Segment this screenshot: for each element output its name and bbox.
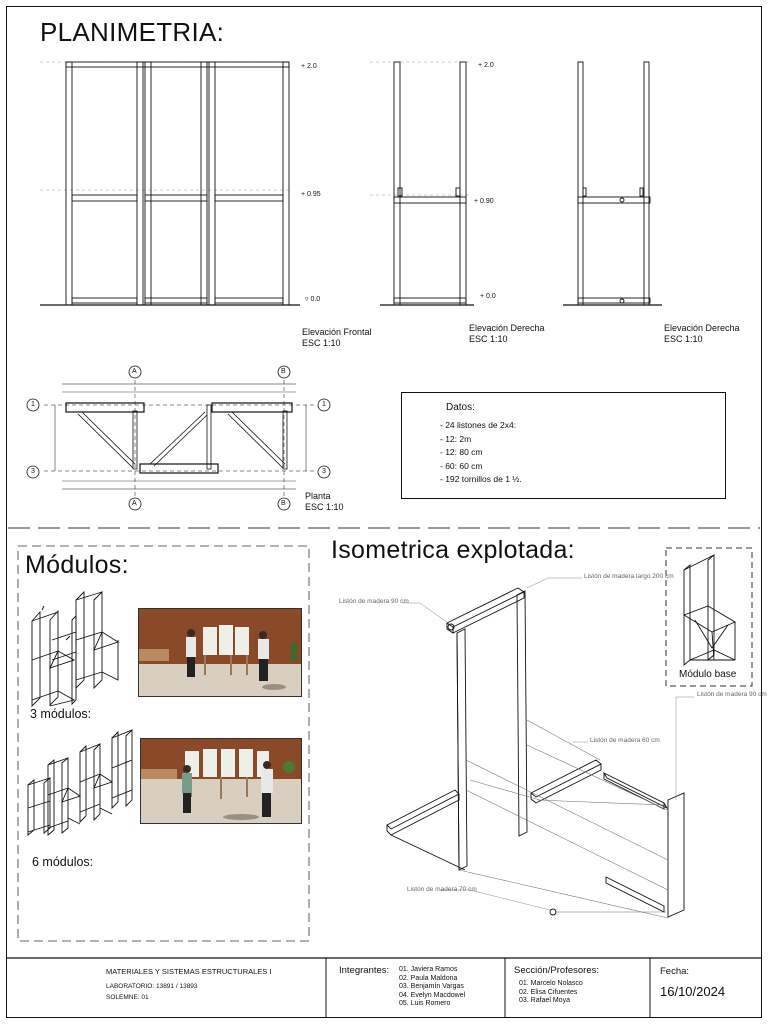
- callout-label: Listón de madera 90 cm: [339, 598, 409, 605]
- list-item: 05. Luis Romero: [399, 1000, 451, 1007]
- list-item: 04. Evelyn Macdowel: [399, 991, 466, 999]
- list-item: - 12: 80 cm: [440, 447, 483, 457]
- level-label: + 0.0: [480, 293, 496, 300]
- list-item: 02. Paula Maldona: [399, 974, 458, 982]
- axis-label-3: 3: [31, 468, 35, 475]
- three-modules-drawing: [32, 592, 118, 706]
- datos-list: [440, 419, 522, 487]
- axis-label-3: 3: [322, 468, 326, 475]
- datos-box: [401, 392, 726, 499]
- level-label: ▿ 0.0: [305, 296, 321, 303]
- list-item: 01. Marcelo Nolasco: [519, 980, 583, 987]
- solemne-number: SOLEMNE: 01: [106, 994, 149, 1001]
- level-label: + 0.90: [474, 198, 494, 205]
- integrantes-label: Integrantes:: [339, 965, 390, 976]
- list-item: - 12: 2m: [440, 433, 472, 444]
- axis-label-a: A: [132, 500, 137, 507]
- exploded-isometric: [387, 578, 694, 918]
- caption-planta: Planta ESC 1:10: [305, 491, 344, 512]
- axis-label-1: 1: [31, 401, 35, 408]
- profesores-list: [519, 980, 583, 1006]
- plan-view: [27, 366, 330, 510]
- list-item: - 60: 60 cm: [440, 460, 483, 471]
- axis-label-b: B: [281, 368, 286, 375]
- level-label: + 2.0: [301, 63, 317, 70]
- level-label: + 2.0: [478, 62, 494, 69]
- footer-integrantes-block: [339, 958, 505, 1018]
- seccion-label: Sección/Profesores:: [514, 965, 600, 976]
- six-modules-label: 6 módulos:: [32, 855, 94, 869]
- footer-course-block: [106, 958, 326, 1018]
- caption-elevacion-derecha-1: Elevación Derecha ESC 1:10: [469, 323, 545, 344]
- axis-label-b: B: [281, 500, 286, 507]
- planimetria-title: PLANIMETRIA:: [40, 17, 225, 47]
- axis-label-a: A: [132, 368, 137, 375]
- caption-elevacion-frontal: Elevación Frontal ESC 1:10: [302, 327, 372, 348]
- axis-label-1: 1: [322, 401, 326, 408]
- lab-code: LABORATORIO: 13891 / 13893: [106, 983, 198, 990]
- callout-label: Listón de madera 60 cm: [590, 737, 660, 744]
- list-item: 02. Elisa Cifuentes: [519, 988, 578, 996]
- datos-title: Datos:: [446, 402, 475, 413]
- elevation-frontal: [40, 62, 300, 305]
- render-photo-three-modules: [138, 608, 302, 697]
- integrantes-list: [399, 966, 465, 1009]
- modulo-base-label: Módulo base: [679, 669, 737, 680]
- render-photo-six-modules: [140, 738, 302, 824]
- callout-label: Listón de madera largo 200 cm: [584, 573, 674, 580]
- callout-label: Listón de madera 70 cm: [407, 886, 477, 893]
- isometrica-title: Isometrica explotada:: [331, 536, 575, 564]
- course-name: MATERIALES Y SISTEMAS ESTRUCTURALES I: [106, 967, 272, 976]
- render-scene: [141, 739, 301, 823]
- six-modules-drawing: [28, 730, 132, 835]
- list-item: - 192 tornillos de 1 ½.: [440, 474, 522, 484]
- elevation-right-1: [370, 62, 474, 305]
- modulos-title: Módulos:: [25, 551, 129, 579]
- list-item: - 24 listones de 2x4:: [440, 420, 517, 430]
- modulo-base-frame-dashed: [666, 548, 752, 686]
- render-scene: [139, 609, 301, 696]
- fecha-value: 16/10/2024: [660, 984, 726, 999]
- caption-elevacion-derecha-2: Elevación Derecha ESC 1:10: [664, 323, 740, 344]
- three-modules-label: 3 módulos:: [30, 707, 92, 721]
- footer-fecha-block: [660, 958, 760, 1018]
- footer-seccion-block: [514, 958, 650, 1018]
- callout-label: Listón de madera 90 cm: [697, 691, 767, 698]
- list-item: 03. Rafael Moya: [519, 997, 570, 1004]
- elevation-right-2: [563, 62, 662, 305]
- list-item: 03. Benjamín Vargas: [399, 983, 464, 990]
- level-label: + 0.95: [301, 191, 321, 198]
- fecha-label: Fecha:: [660, 966, 690, 977]
- list-item: 01. Javiera Ramos: [399, 966, 458, 973]
- modulo-base-drawing: [684, 555, 735, 665]
